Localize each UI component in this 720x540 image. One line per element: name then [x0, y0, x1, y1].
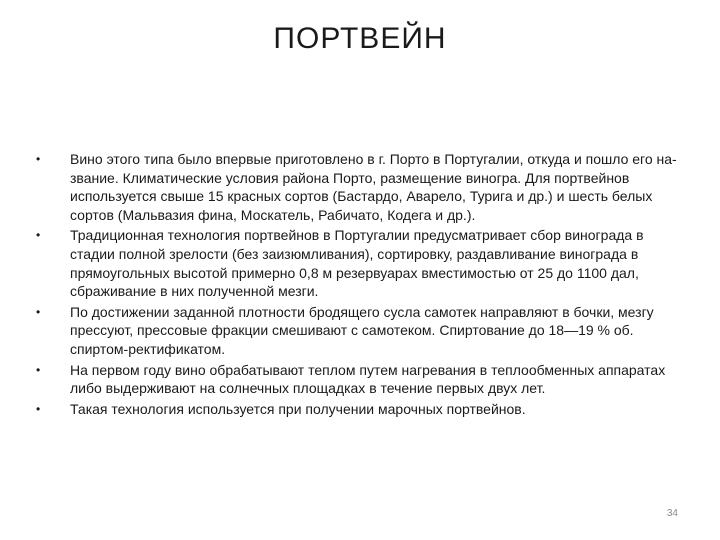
bullet-icon: • [36, 228, 41, 243]
bullet-icon: • [36, 401, 41, 416]
bullet-text: Традиционная технология портвейнов в Португалии предусматривает сбор винограда в стадии полной зрелости (без заизюмливания), сортировку, раздавливание винограда в прямоугольных высотой примерно 0,8 м резервуарах вместимостью от 25 до 1100 дал, сбраживание в них полученной мезги. [70, 227, 644, 300]
list-item [36, 150, 686, 224]
bullet-list [36, 150, 686, 420]
list-item [36, 400, 686, 419]
bullet-text: Вино этого типа было впервые приготовлено в г. Порто в Португалии, откуда и пошло его на-звание. Климатические условия района Порто, размещение виногра. Для портвейнов используется свыше 15 красных сортов (Бастардо, Аварело, Турига и др.) и шесть белых сортов (Мальвазия фина, Москатель, Рабичато, Кодега и др.). [70, 151, 677, 223]
bullet-text: На первом году вино обрабатывают теплом путем нагревания в теплообменных аппаратах либо выдерживают на солнечных площадках в течение первых двух лет. [70, 361, 666, 397]
bullet-icon: • [36, 152, 41, 166]
list-item [36, 303, 686, 359]
bullet-icon: • [36, 304, 41, 319]
bullet-icon: • [36, 362, 41, 377]
list-item [36, 361, 686, 398]
bullet-text: По достижении заданной плотности бродящего сусла самотек направляют в бочки, мезгу прессуют, прессовые фракции смешивают с самотеком. Спиртование до 18—19 % об. спиртом-ректификатом. [70, 303, 654, 357]
page-number: 34 [666, 508, 678, 519]
slide-title: ПОРТВЕЙН [273, 22, 447, 55]
bullet-text: Такая технология используется при получении марочных портвейнов. [70, 400, 526, 417]
list-item [36, 226, 686, 300]
